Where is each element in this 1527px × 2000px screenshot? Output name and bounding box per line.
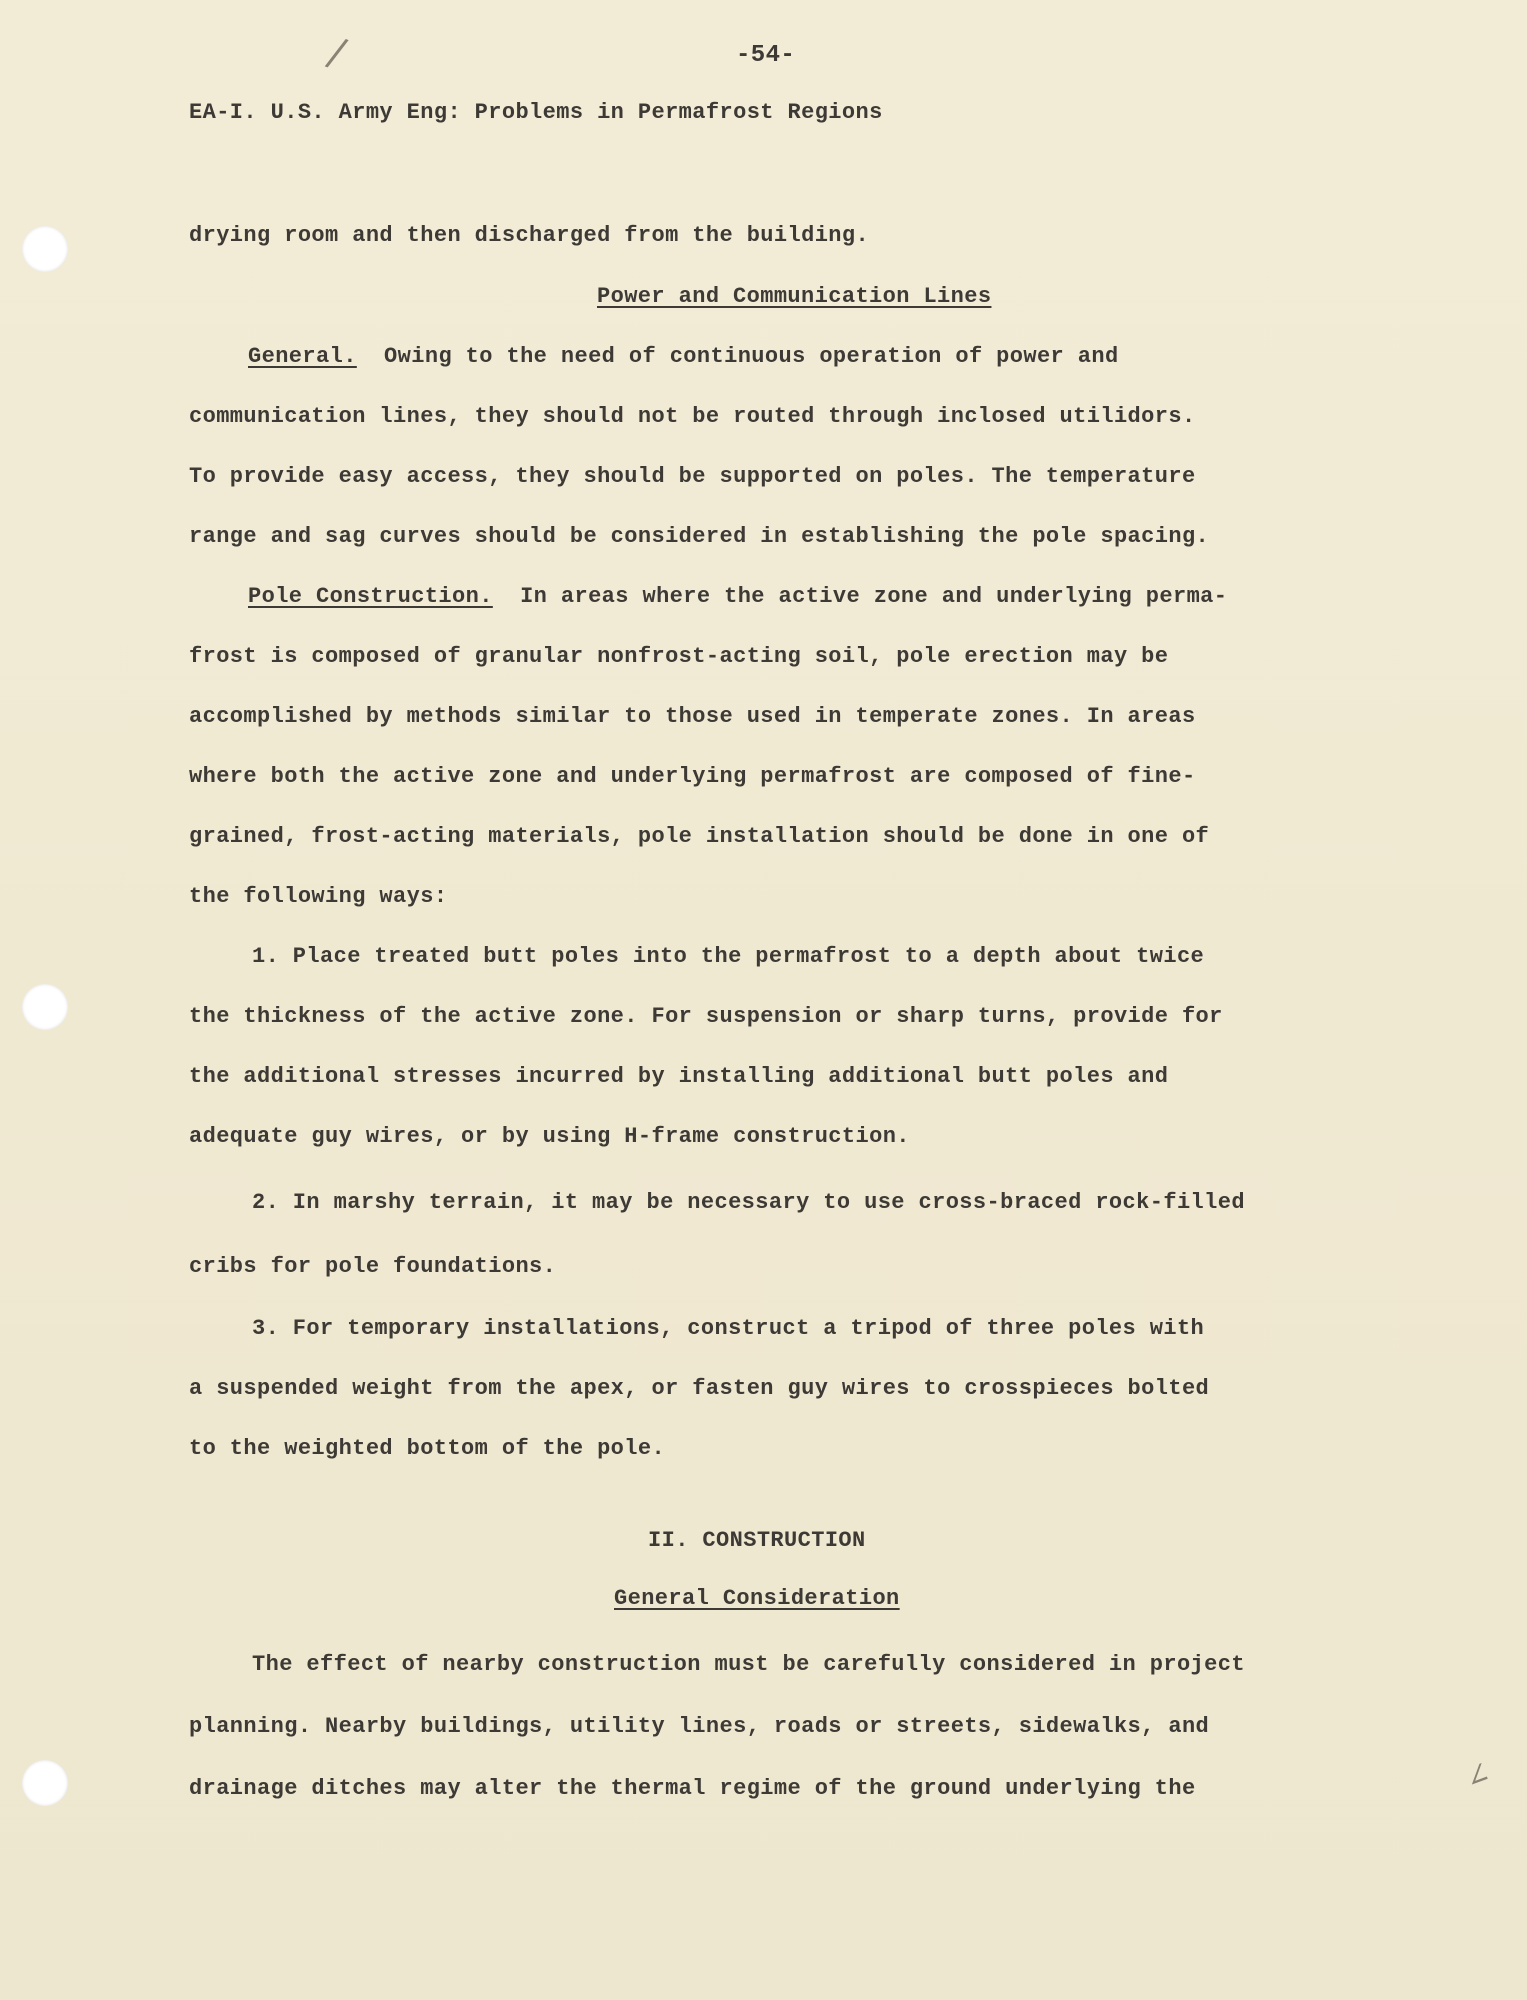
paragraph-line: range and sag curves should be considered in establishing the pole spacing. [189,524,1210,549]
general-first-line [248,344,1119,369]
paragraph-line: drying room and then discharged from the building. [189,223,870,248]
paragraph-line: planning. Nearby buildings, utility lines, roads or streets, sidewalks, and [189,1714,1210,1739]
list-item-line: cribs for pole foundations. [189,1254,557,1279]
list-item-line: adequate guy wires, or by using H-frame construction. [189,1124,910,1149]
list-item-line: the additional stresses incurred by installing additional butt poles and [189,1064,1169,1089]
list-item-line: 3. For temporary installations, construct a tripod of three poles with [252,1316,1205,1341]
subheading-general-consideration: General Consideration [614,1586,900,1611]
list-item-line: a suspended weight from the apex, or fasten guy wires to crosspieces bolted [189,1376,1210,1401]
section-heading-construction: II. CONSTRUCTION [648,1528,866,1553]
running-title: EA-I. U.S. Army Eng: Problems in Permafrost Regions [189,100,883,125]
paragraph-line: frost is composed of granular nonfrost-acting soil, pole erection may be [189,644,1169,669]
general-label: General. [248,344,357,369]
pole-construction-label: Pole Construction. [248,584,493,609]
list-item-line: 1. Place treated butt poles into the permafrost to a depth about twice [252,944,1205,969]
paragraph-line: communication lines, they should not be routed through inclosed utilidors. [189,404,1196,429]
punch-hole-middle [22,984,68,1030]
paragraph-line: In areas where the active zone and underlying perma- [520,584,1228,609]
pencil-mark-top-left: / [322,29,351,77]
section-heading-power-lines: Power and Communication Lines [597,284,992,309]
paragraph-line: where both the active zone and underlying permafrost are composed of fine- [189,764,1196,789]
punch-hole-top [22,226,68,272]
paragraph-line: The effect of nearby construction must be carefully considered in project [252,1652,1245,1677]
paragraph-line: grained, frost-acting materials, pole installation should be done in one of [189,824,1210,849]
list-item-line: 2. In marshy terrain, it may be necessary to use cross-braced rock-filled [252,1190,1245,1215]
pencil-mark-bottom-right: ∠ [1459,1754,1496,1797]
punch-hole-bottom [22,1760,68,1806]
paragraph-line: drainage ditches may alter the thermal regime of the ground underlying the [189,1776,1196,1801]
paragraph-line: accomplished by methods similar to those used in temperate zones. In areas [189,704,1196,729]
paragraph-line: To provide easy access, they should be supported on poles. The temperature [189,464,1196,489]
pole-first-line [248,584,1227,609]
list-item-line: to the weighted bottom of the pole. [189,1436,666,1461]
paragraph-line: the following ways: [189,884,448,909]
paragraph-line: Owing to the need of continuous operation of power and [384,344,1119,369]
list-item-line: the thickness of the active zone. For suspension or sharp turns, provide for [189,1004,1223,1029]
page-number: -54- [736,42,796,69]
